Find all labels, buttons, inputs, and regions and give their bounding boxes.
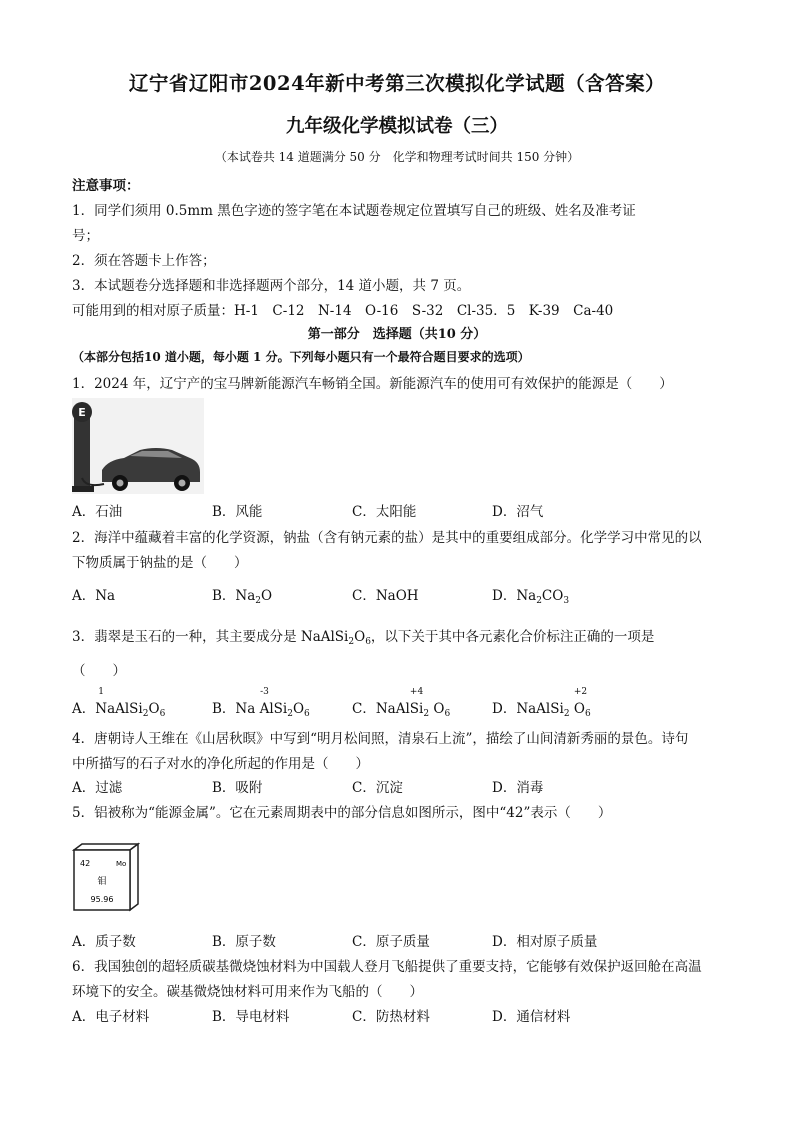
q6-option-a: A．电子材料 [72, 1009, 150, 1025]
question-3-text-cont: （ ） [72, 663, 126, 679]
ev-charging-image [72, 398, 204, 494]
notice-item-2: 2．须在答题卡上作答； [72, 253, 216, 269]
question-2-text: 2．海洋中蕴藏着丰富的化学资源，钠盐（含有钠元素的盐）是其中的重要组成部分。化学学习中常见的以 [72, 530, 702, 546]
q1-option-d: D．沼气 [492, 504, 544, 520]
q2-option-d: D．$Na_2CO_3$ [492, 588, 570, 606]
q2-option-c: C．NaOH [352, 588, 419, 604]
element-name: 钼 [97, 877, 107, 887]
q4-option-d: D．消毒 [492, 780, 544, 796]
atomic-masses: 可能用到的相对原子质量：H-1 C-12 N-14 O-16 S-32 Cl-35．5 K-39 Ca-40 [72, 303, 614, 319]
q1-option-c: C．太阳能 [352, 504, 417, 520]
element-symbol: Mo [116, 860, 127, 868]
question-3-text: 3．翡翠是玉石的一种，其主要成分是 $NaAlSi_2O_6$，以下关于其中各元素化合价标注正确的一项是 [72, 629, 655, 647]
element-mass: 95.96 [90, 895, 114, 904]
q4-option-b: B．吸附 [212, 780, 263, 796]
question-2-text-cont: 下物质属于钠盐的是（ ） [72, 555, 248, 571]
question-5-text: 5．铝被称为“能源金属”。它在元素周期表中的部分信息如图所示，图中“42”表示（ ） [72, 805, 612, 821]
q2-option-b: B．$Na_2O$ [212, 588, 273, 606]
q1-option-a: A．石油 [72, 504, 123, 520]
periodic-element-card [72, 842, 140, 912]
exam-subtitle: 九年级化学模拟试卷（三） [285, 116, 508, 137]
question-6-text: 6．我国独创的超轻质碳基微烧蚀材料为中国载人登月飞船提供了重要支持，它能够有效保护返回舱在高温 [72, 959, 702, 975]
q5-option-a: A．质子数 [72, 934, 136, 950]
q4-option-a: A．过滤 [72, 780, 123, 796]
q3-option-d: D．NaAlSi$_2$ +2 $O_6$ [492, 687, 591, 719]
q6-option-d: D．通信材料 [492, 1009, 571, 1025]
notice-item-1-cont: 号； [72, 228, 99, 244]
q1-option-b: B．风能 [212, 504, 263, 520]
question-4-text-cont: 中所描写的石子对水的净化所起的作用是（ ） [72, 756, 369, 772]
q6-option-b: B．导电材料 [212, 1009, 290, 1025]
q3-option-c: C．NaAl +4 $Si_2$ $O_6$ [352, 687, 451, 719]
page-title: 辽宁省辽阳市2024年新中考第三次模拟化学试题（含答案） [128, 72, 666, 95]
question-4-text: 4．唐朝诗人王维在《山居秋暝》中写到“明月松间照，清泉石上流”，描绘了山间清新秀丽的景色。诗句 [72, 731, 689, 747]
question-6-text-cont: 环境下的安全。碳基微烧蚀材料可用来作为飞船的（ ） [72, 984, 423, 1000]
notice-item-1: 1．同学们须用 0.5mm 黑色字迹的签字笔在本试题卷规定位置填写自己的班级、姓名及准考证 [72, 203, 636, 219]
q6-option-c: C．防热材料 [352, 1009, 430, 1025]
q3-option-b: B．Na -3 $AlSi_2O_6$ [212, 687, 310, 719]
q5-option-b: B．原子数 [212, 934, 276, 950]
q5-option-c: C．原子质量 [352, 934, 430, 950]
section-note: （本部分包括10 道小题，每小题 1 分。下列每小题只有一个最符合题目要求的选项） [72, 350, 530, 364]
section-heading: 第一部分 选择题（共10 分） [307, 327, 487, 342]
notice-heading: 注意事项： [72, 178, 140, 194]
q3-option-a: A． 1 $NaAlSi_2O_6$ [72, 687, 166, 719]
q5-option-d: D．相对原子质量 [492, 934, 598, 950]
question-1-text: 1．2024 年，辽宁产的宝马牌新能源汽车畅销全国。新能源汽车的使用可有效保护的能源是（ ） [72, 376, 673, 392]
q2-option-a: A．Na [72, 588, 116, 604]
charger-badge-text: E [78, 406, 86, 419]
notice-item-3: 3．本试题卷分选择题和非选择题两个部分，14 道小题，共 7 页。 [72, 278, 471, 294]
element-number: 42 [80, 859, 91, 868]
exam-info: （本试卷共 14 道题满分 50 分 化学和物理考试时间共 150 分钟） [214, 150, 580, 164]
q4-option-c: C．沉淀 [352, 780, 403, 796]
